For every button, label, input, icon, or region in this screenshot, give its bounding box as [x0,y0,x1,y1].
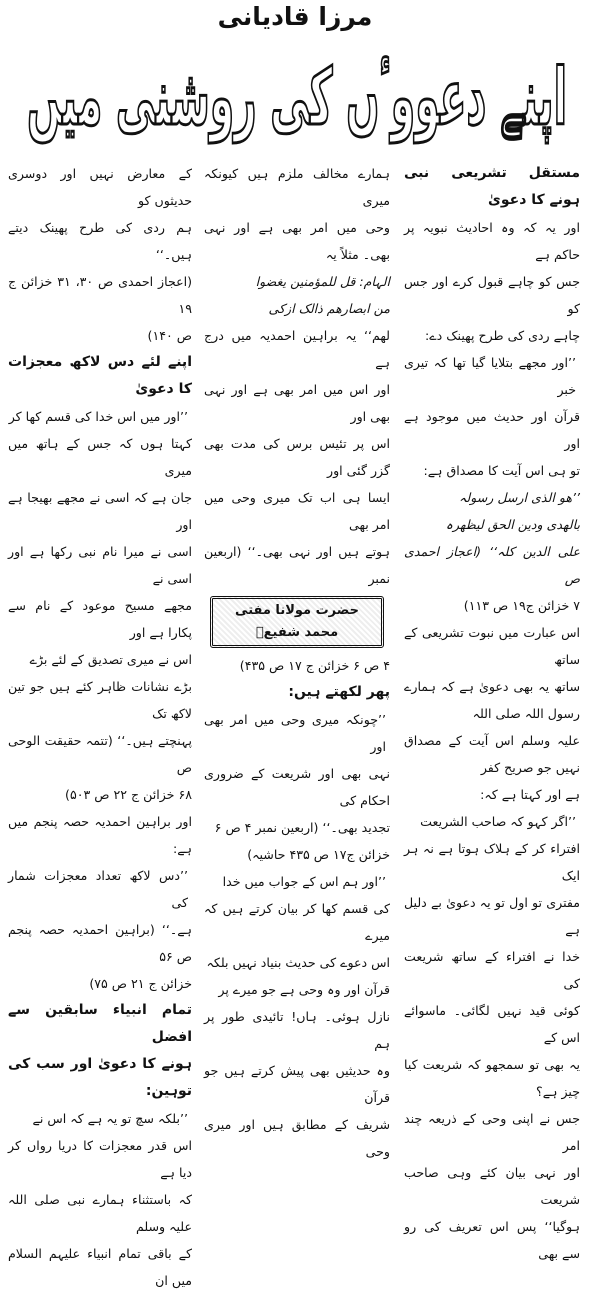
paragraph-line: وحی میں امر بھی ہے اور نہی بھی۔ مثلاً یہ [204,220,390,262]
paragraph-line: اور براہین احمدیہ حصہ پنجم میں ہے: [8,814,192,856]
paragraph-line: بڑے نشانات ظاہر کئے ہیں جو تین لاکھ تک [8,679,192,721]
paragraph-line: کہتا ہوں کہ جس کے ہاتھ میں میری [8,436,192,478]
paragraph-line: علیہ وسلم اس آیت کے مصداق نہیں جو صریح کفر [404,733,580,775]
section-heading: ہونے کا دعویٰ اور سب کی توہین: [8,1056,192,1099]
paragraph-line: اسی نے میرا نام نبی رکھا ہے اور اسی نے [8,544,192,586]
section-heading: تمام انبیاء سابقین سے افضل [8,1002,192,1045]
paragraph-line: وہ حدیثیں بھی پیش کرتے ہیں جو قرآن [204,1063,390,1105]
banner-title-art [20,44,575,143]
citation-line: ہے۔‘‘ (براہین احمدیہ حصہ پنجم ص ۵۶ [8,922,192,964]
paragraph-line: ایسا ہی اب تک میری وحی میں امر بھی [204,490,390,532]
paragraph-line: قرآن اور وہ وحی ہے جو میرے پر [218,982,390,997]
section-heading: اپنے لئے دس لاکھ معجزات کا دعویٰ [8,354,192,397]
paragraph-line: کے باقی تمام انبیاء علیہم السلام میں ان [8,1246,192,1288]
citation-line: ۴ ص ۶ خزائن ج ۱۷ ص ۴۳۵) [239,658,390,673]
citation-line: ۷ خزائن ج۱۹ ص ۱۱۳) [463,598,580,613]
paragraph-line: چاہے ردی کی طرح پھینک دے: [425,328,580,343]
paragraph-line: اور نہی بیان کئے وہی صاحب شریعت [404,1165,580,1207]
paragraph-line: کے معارض نہیں اور دوسری حدیثوں کو [8,166,192,208]
quote-line: ’’اور میں اس خدا کی قسم کھا کر [8,409,188,424]
citation-line: ۶۸ خزائن ج ۲۲ ص ۵۰۳) [65,787,192,802]
paragraph-line: مستقل تشریعی نبی ہونے کا دعویٰ [404,165,580,208]
citation-line: خزائن ج ۲۱ ص ۷۵) [89,976,192,991]
arabic-line: علی الدین کلہ‘‘ (اعجاز احمدی ص [404,544,580,586]
paragraph-line: اس پر تئیس برس کی مدت بھی گزر گئی اور [204,436,390,478]
citation-line: خزائن ج۱۷ ص ۴۳۵ حاشیہ) [247,847,390,862]
paragraph-line: ہم ردی کی طرح پھینک دیتے ہیں۔‘‘ [8,220,192,262]
paragraph-line: اور اس میں امر بھی ہے اور نہی بھی اور [204,382,390,424]
paragraph-line: ساتھ یہ بھی دعویٰ ہے کہ ہمارے رسول اللہ صلی اللہ [404,679,580,721]
paragraph-line: مجھے مسیح موعود کے نام سے پکارا ہے اور [8,598,192,640]
quote-line: ’’اور ہم اس کے جواب میں خدا [222,874,386,889]
paragraph-line: شریف کے مطابق ہیں اور میری وحی [204,1117,390,1159]
paragraph-line: اس دعوے کی حدیث بنیاد نہیں بلکہ [206,955,390,970]
quote-line: ’’بلکہ سچ تو یہ ہے کہ اس نے [32,1111,188,1126]
citation-line: (اعجاز احمدی ص ۳۰، ۳۱ خزائن ج ۱۹ [8,274,193,316]
arabic-line: ’’ھو الذی ارسل رسولہ [459,490,580,505]
paragraph-line: اس نے میری تصدیق کے لئے بڑے [29,652,192,667]
quote-line: ’’اور مجھے بتلایا گیا تھا کہ تیری خبر [404,355,576,397]
arabic-line: من ابصارھم ذالک ازکی [268,301,390,316]
paragraph-line: اس قدر معجزات کا دریا رواں کر دیا ہے [8,1138,192,1180]
paragraph-line: خدا نے افتراء کے ساتھ شریعت کی [404,949,580,991]
quote-line: ’’چونکہ میری وحی میں امر بھی اور [204,712,386,754]
paragraph-line: نازل ہوئی۔ ہاں! تائیدی طور پر ہم [204,1009,390,1051]
column-left [8,160,193,1288]
paragraph-line: جان ہے کہ اسی نے مجھے بھیجا ہے اور [8,490,192,532]
paragraph-line: ہمارے مخالف ملزم ہیں کیونکہ میری [204,166,390,208]
column-middle [204,160,390,1159]
paragraph-line: تجدید بھی۔‘‘ (اربعین نمبر ۴ ص ۶ [214,820,390,835]
paragraph-line: جس کو چاہے قبول کرے اور جس کو [404,274,580,316]
paragraph-line: لھم‘‘ یہ براہین احمدیہ میں درج ہے [204,328,390,370]
citation-line: ص ۱۴۰) [147,328,192,343]
arabic-line: الہام: قل للمؤمنین یغضوا [255,274,390,289]
quote-line: ’’دس لاکھ تعداد معجزات شمار کی [8,868,188,910]
paragraph-line: اور یہ کہ وہ احادیث نبویہ پر حاکم ہے [404,220,580,262]
paragraph-line: ہوگیا‘‘ پس اس تعریف کی رو سے بھی [404,1219,580,1261]
column-right [404,160,580,1261]
page-kicker-title: مرزا قادیانی [217,2,373,31]
paragraph-line: ہے اور کہتا ہے کہ: [480,787,580,802]
paragraph-line: کہ باستثناء ہمارے نبی صلی اللہ علیہ وسلم [8,1192,192,1234]
paragraph-line: پھر لکھتے ہیں: [288,684,390,700]
quote-line: ’’اگر کہو کہ صاحب الشریعت [420,814,576,829]
paragraph-line: کوئی قید نہیں لگائی۔ ماسوائے اس کے [404,1003,580,1045]
paragraph-line: کی قسم کھا کر بیان کرتے ہیں کہ میرے [204,901,390,943]
paragraph-line: ہوتے ہیں اور نہی بھی۔‘‘ (اربعین نمبر [204,544,390,586]
arabic-line: بالھدی ودین الحق لیظھرہ [445,517,580,532]
banner-title [20,44,575,143]
author-byline-box: حضرت مولانا مفتی محمد شفیعؒ [210,596,384,648]
paragraph-line: پہنچتے ہیں۔‘‘ (تتمہ حقیقت الوحی ص [8,733,192,775]
paragraph-line: تو ہی اس آیت کا مصداق ہے: [423,463,580,478]
banner-title-text: اپنے دعووٴں کی روشنی میں [27,53,567,143]
paragraph-line: جس نے اپنی وحی کے ذریعہ چند امر [404,1111,580,1153]
paragraph-line: یہ بھی تو سمجھو کہ شریعت کیا چیز ہے؟ [404,1057,580,1099]
paragraph-line: قرآن اور حدیث میں موجود ہے اور [404,409,580,451]
paragraph-line: مفتری تو اول تو یہ دعویٰ بے دلیل ہے [404,895,580,937]
paragraph-line: اس عبارت میں نبوت تشریعی کے ساتھ [404,625,580,667]
paragraph-line: افتراء کر کے ہلاک ہوتا ہے نہ ہر ایک [404,841,580,883]
paragraph-line: نہی بھی اور شریعت کے ضروری احکام کی [204,766,390,808]
